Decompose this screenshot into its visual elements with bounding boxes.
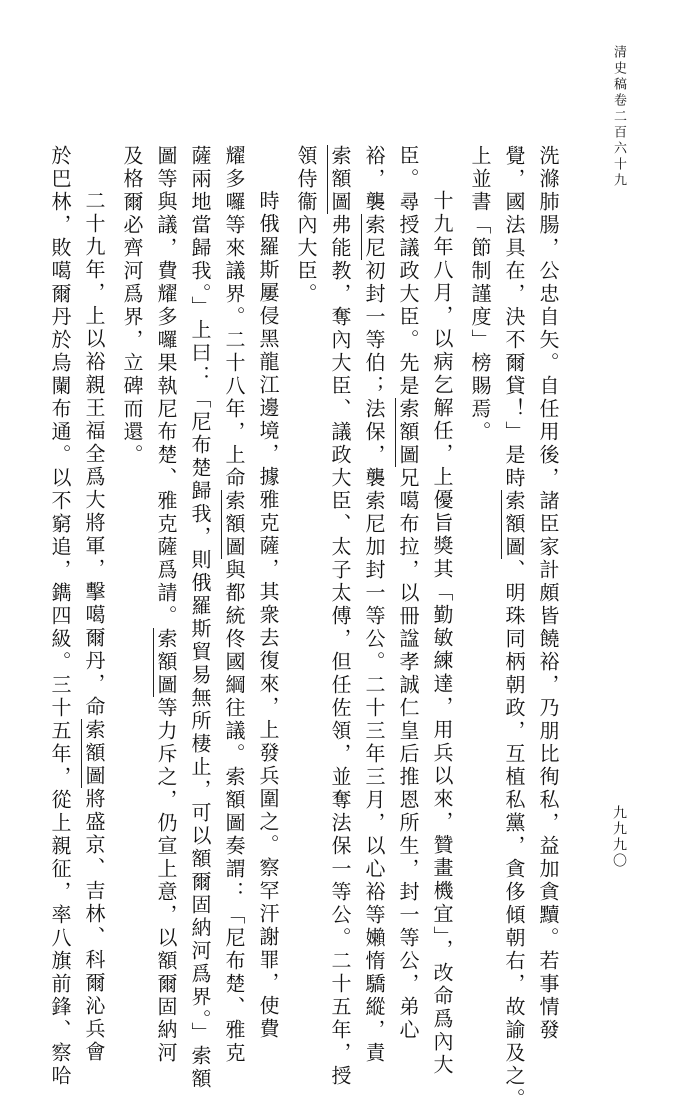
running-header-title: 清史稿卷二百六十九 (611, 45, 626, 189)
text-column: 臣。尋授議政大臣。先是索額圖兄噶布拉，以冊諡孝誠仁皇后推恩所生，封一等公，弟心 (396, 145, 420, 1042)
text-column: 耀多囉等來議界。二十八年，上命索額圖與都統佟國綱往議。索額圖奏謂：「尼布楚、雅克 (222, 145, 246, 1065)
page-number: 九九九〇 (611, 805, 627, 869)
proper-noun-mark: 索尼 (362, 214, 386, 260)
proper-noun-mark: 索額圖 (82, 719, 106, 788)
text-column: 洗滌肺腸，公忠自矢。自任用後，諸臣家計頗皆饒裕，乃朋比徇私，益加貪黷。若事情發 (536, 145, 560, 1042)
text-column: 上並書「節制謹度」榜賜焉。 (468, 145, 492, 444)
proper-noun-mark: 索額圖 (154, 628, 178, 697)
text-column: 薩兩地當歸我。」上曰：「尼布楚歸我，則俄羅斯貿易無所棲止，可以額爾固納河爲界。」索額 (188, 145, 212, 1091)
text-column: 時俄羅斯屢侵黑龍江邊境，據雅克薩，其衆去復來，上發兵圍之。察罕汗謝罪，使費 (256, 190, 280, 1041)
text-column: 覺，國法具在，決不爾貸！」是時索額圖、明珠同柄朝政，互植私黨，貪侈傾朝右，故諭及之。 (502, 145, 526, 1111)
text-column: 於巴林，敗噶爾丹於烏闌布通。以不窮追，鐫四級。三十五年，從上親征，率八旗前鋒、察哈 (48, 145, 72, 1088)
text-column: 及格爾必齊河爲界，立碑而還。 (120, 145, 144, 467)
text-column: 領侍衞內大臣。 (294, 145, 318, 306)
text-column: 圖等與議，費耀多囉果執尼布楚、雅克薩爲請。索額圖等力斥之，仍宣上意，以額爾固納河 (154, 145, 178, 1065)
text-column: 二十九年，上以裕親王福全爲大將軍，擊噶爾丹，命索額圖將盛京、吉林、科爾沁兵會 (82, 190, 106, 1064)
proper-noun-mark: 索額圖 (396, 398, 420, 467)
text-column: 裕，襲索尼初封一等伯；法保，襲索尼加封一等公。二十三年三月，以心裕等嬾惰驕縱，責 (362, 145, 386, 1065)
proper-noun-mark: 索額圖 (502, 490, 526, 559)
proper-noun-mark: 索額圖 (222, 490, 246, 559)
proper-noun-mark: 索額圖 (328, 145, 352, 214)
text-column: 十九年八月，以病乞解任，上優旨獎其「勤敏練達，用兵以來，贊畫機宜」，改命爲內大 (430, 190, 454, 1077)
text-column: 索額圖弗能教，奪內大臣、議政大臣、太子太傅，但任佐領，並奪法保一等公。二十五年，授 (328, 145, 352, 1088)
